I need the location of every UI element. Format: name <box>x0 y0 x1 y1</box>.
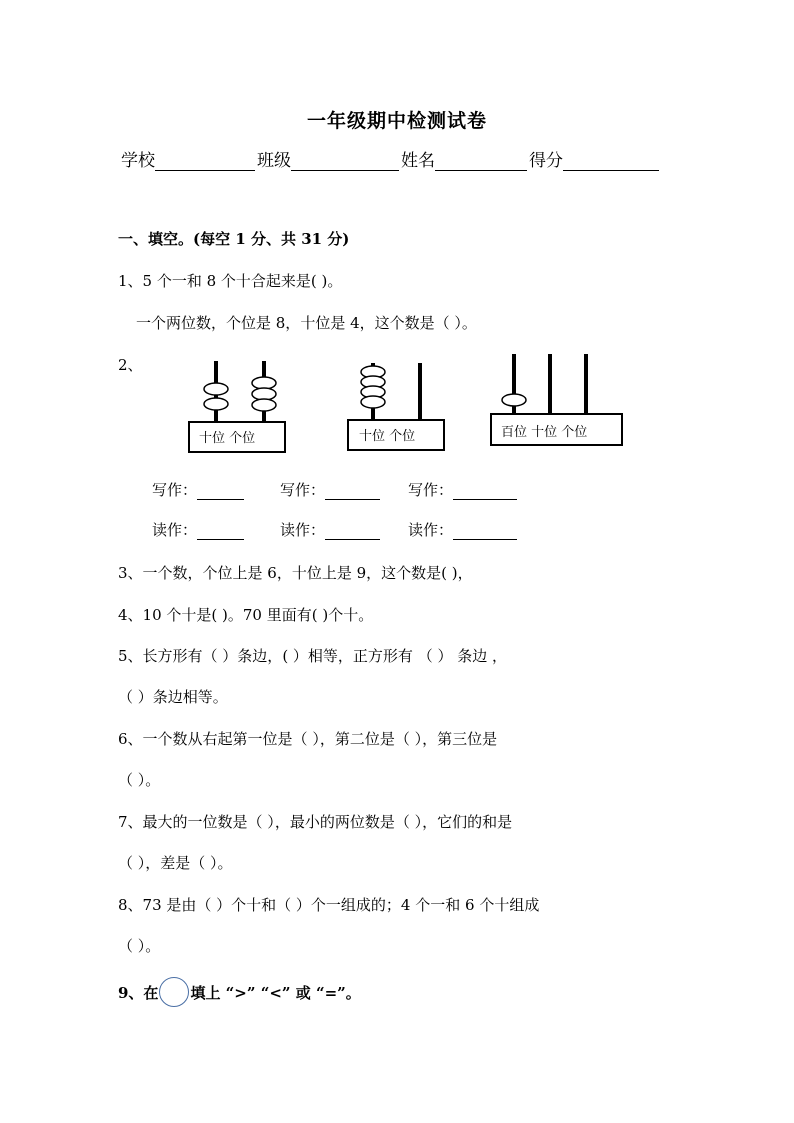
comparison-circle-icon <box>159 977 189 1007</box>
write-label: 写作： <box>280 481 326 499</box>
abacus-3-label: 百位 十位 个位 <box>501 425 588 440</box>
abacus-3 <box>488 352 628 452</box>
class-blank[interactable] <box>291 152 399 171</box>
read-label: 读作： <box>280 521 326 539</box>
read-row-3 <box>408 519 517 540</box>
question-7b: （ ），差是（ ）。 <box>118 854 233 872</box>
class-label: 班级 <box>257 151 291 171</box>
write-blank-2[interactable] <box>325 485 380 500</box>
question-3: 3、一个数，个位上是 6，十位上是 9，这个数是( )， <box>118 564 473 582</box>
question-6b: （ ）。 <box>118 771 161 789</box>
question-5a: 5、长方形有（ ）条边，( ）相等，正方形有 （ ） 条边 ， <box>118 647 508 665</box>
question-4: 4、10 个十是( )。70 里面有( )个十。 <box>118 606 374 624</box>
write-label: 写作： <box>408 481 454 499</box>
abacus-1-label: 十位 个位 <box>199 431 256 446</box>
write-row-3 <box>408 479 517 500</box>
read-blank-2[interactable] <box>325 525 380 540</box>
question-1b: 一个两位数，个位是 8，十位是 4，这个数是（ ）。 <box>136 314 477 332</box>
read-blank-3[interactable] <box>453 525 517 540</box>
write-label: 写作： <box>152 481 198 499</box>
read-label: 读作： <box>408 521 454 539</box>
page-title: 一年级期中检测试卷 <box>306 110 487 132</box>
read-row-1 <box>152 519 244 540</box>
write-row-1 <box>152 479 244 500</box>
school-blank[interactable] <box>155 152 255 171</box>
question-9-suffix: 填上 “>” “<” 或 “=”。 <box>190 983 361 1002</box>
question-8a: 8、73 是由（ ）个十和（ ）个一组成的；4 个一和 6 个十组成 <box>118 896 540 914</box>
abacus-2 <box>345 360 450 455</box>
question-2-label: 2、 <box>118 356 143 374</box>
question-5b: （ ）条边相等。 <box>118 688 228 706</box>
name-label: 姓名 <box>401 151 435 171</box>
abacus-1 <box>185 355 290 455</box>
read-label: 读作： <box>152 521 198 539</box>
name-blank[interactable] <box>435 152 527 171</box>
write-blank-3[interactable] <box>453 485 517 500</box>
read-row-2 <box>280 519 380 540</box>
write-row-2 <box>280 479 380 500</box>
question-9 <box>118 977 361 1007</box>
school-label: 学校 <box>121 151 155 171</box>
score-label: 得分 <box>529 151 563 171</box>
question-1a: 1、5 个一和 8 个十合起来是( )。 <box>118 272 343 290</box>
read-blank-1[interactable] <box>197 525 244 540</box>
section-heading: 一、填空。(每空 1 分、共 31 分) <box>118 230 350 248</box>
abacus-2-label: 十位 个位 <box>359 429 416 444</box>
student-info-row <box>121 146 661 171</box>
question-8b: （ ）。 <box>118 937 161 955</box>
question-6a: 6、一个数从右起第一位是（ ），第二位是（ ），第三位是 <box>118 730 498 748</box>
write-blank-1[interactable] <box>197 485 244 500</box>
score-blank[interactable] <box>563 152 659 171</box>
question-9-prefix: 9、在 <box>118 983 159 1002</box>
question-7a: 7、最大的一位数是（ ），最小的两位数是（ ），它们的和是 <box>118 813 513 831</box>
